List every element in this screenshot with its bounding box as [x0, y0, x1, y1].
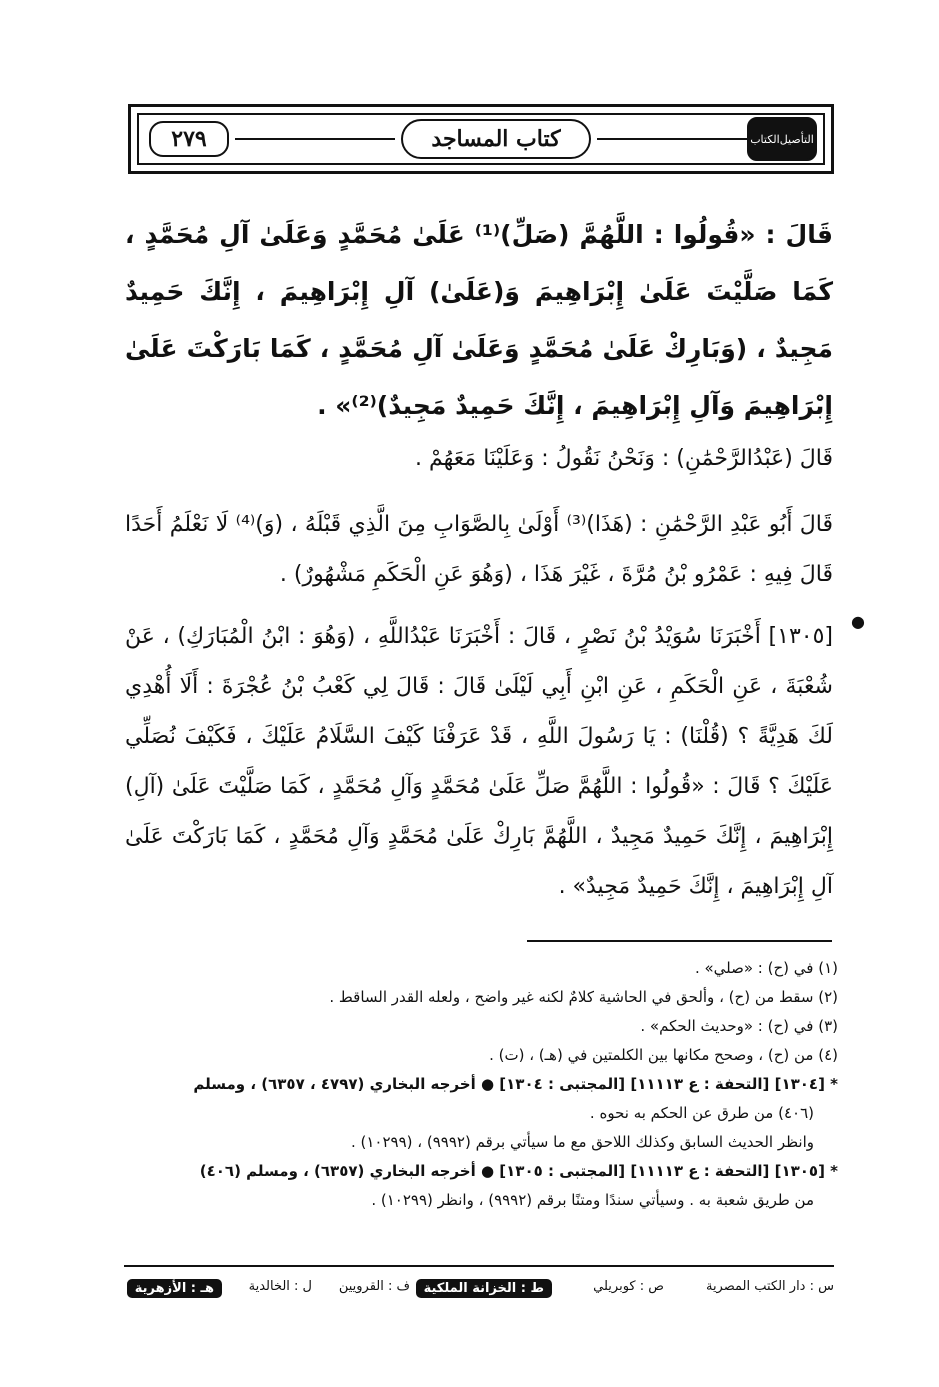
page-header: [128, 104, 834, 174]
header-rule-right: [597, 138, 747, 140]
footnote-3: (٣) في (ح) : «وحديث الحكم» .: [640, 1017, 838, 1035]
paragraph-hadith-text: قَالَ : «قُولُوا : اللَّهُمَّ (صَلِّ)⁽¹⁾ عَلَىٰ مُحَمَّدٍ وَعَلَىٰ آلِ مُحَمَّدٍ ، كَمَا صَلَّيْتَ عَلَىٰ إِبْرَاهِيمَ وَ(عَلَىٰ) آلِ إِبْرَاهِيمَ ، إِنَّكَ حَمِيدٌ مَجِيدٌ ، (وَبَارِكْ عَلَىٰ مُحَمَّدٍ وَعَلَىٰ آلِ مُحَمَّدٍ ، كَمَا بَارَكْتَ عَلَىٰ إِبْرَاهِيمَ وَآلِ إِبْرَاهِيمَ ، إِنَّكَ حَمِيدٌ مَجِيدٌ)⁽²⁾» .: [125, 220, 833, 420]
takhrij-1304-line-3: وانظر الحديث السابق وكذلك اللاحق مع ما سيأتي برقم (٩٩٩٢) ، (١٠٢٩٩) .: [350, 1133, 814, 1151]
emblem-line-2: التأصيل: [779, 132, 814, 146]
legend-fa: ف : القرويين: [338, 1279, 410, 1294]
hadith-1305: [125, 612, 865, 912]
footnotes: [110, 954, 838, 1215]
legend-ta: ط : الخزانة الملكية: [416, 1279, 552, 1298]
footnote-2: (٢) سقط من (ح) ، وألحق في الحاشية كلامٌ لكنه غير واضح ، ولعله القدر الساقط .: [329, 988, 838, 1006]
legend-sad: ص : كوبريلي: [593, 1279, 664, 1294]
legend-ha: هـ : الأزهرية: [127, 1279, 222, 1298]
paragraph-abdurrahman: قَالَ (عَبْدُالرَّحْمَٰنِ) : وَنَحْنُ نَقُولُ : وَعَلَيْنَا مَعَهُمْ .: [415, 446, 833, 471]
takhrij-1305-line-2: من طريق شعبة به . وسيأتي سندًا ومتنًا برقم (٩٩٩٢) ، وانظر (١٠٢٩٩) .: [371, 1191, 814, 1209]
main-text: [125, 206, 865, 912]
publisher-emblem: [747, 117, 817, 161]
manuscript-legend: [124, 1265, 834, 1311]
legend-s: س : دار الكتب المصرية: [705, 1279, 834, 1294]
footnote-1: (١) في (ح) : «صلي» .: [694, 959, 838, 977]
paragraph-abu-abdurrahman: قَالَ أَبُو عَبْدِ الرَّحْمَٰنِ : (هَذَا)⁽³⁾ أَوْلَىٰ بِالصَّوَابِ مِنَ الَّذِي قَبْلَهُ ، (وَ)⁽⁴⁾ لَا نَعْلَمُ أَحَدًا قَالَ فِيهِ : عَمْرُو بْنُ مُرَّةَ ، غَيْرَ هَذَا ، (وَهُوَ عَنِ الْحَكَمِ مَشْهُورٌ) .: [125, 512, 833, 587]
header-rule-left: [235, 138, 395, 140]
paragraph-hadith-1305: [١٣٠٥] أَخْبَرَنَا سُوَيْدُ بْنُ نَصْرٍ ، قَالَ : أَخْبَرَنَا عَبْدُاللَّهِ ، (وَهُوَ : ابْنُ الْمُبَارَكِ) ، عَنْ شُعْبَةَ ، عَنِ الْحَكَمِ ، عَنِ ابْنِ أَبِي لَيْلَىٰ قَالَ : قَالَ لِي كَعْبُ بْنُ عُجْرَةَ : أَلَا أُهْدِي لَكَ هَدِيَّةً ؟ (قُلْنَا) : يَا رَسُولَ اللَّهِ ، قَدْ عَرَفْنَا كَيْفَ السَّلَامُ عَلَيْكَ ، فَكَيْفَ نُصَلِّي عَلَيْكَ ؟ قَالَ : «قُولُوا : اللَّهُمَّ صَلِّ عَلَىٰ مُحَمَّدٍ وَآلِ مُحَمَّدٍ ، كَمَا صَلَّيْتَ عَلَىٰ (آلِ) إِبْرَاهِيمَ ، إِنَّكَ حَمِيدٌ مَجِيدٌ ، اللَّهُمَّ بَارِكْ عَلَىٰ مُحَمَّدٍ وَآلِ مُحَمَّدٍ ، كَمَا بَارَكْتَ عَلَىٰ آلِ إِبْرَاهِيمَ ، إِنَّكَ حَمِيدٌ مَجِيدٌ» .: [125, 624, 833, 899]
takhrij-1305-line-1: * [١٣٠٥] [التحفة : ع ١١١١٣] [المجتبى : ١٣٠٥] ● أخرجه البخاري (٦٣٥٧) ، ومسلم (٤٠٦): [199, 1162, 838, 1180]
bullet-icon: ●: [851, 612, 865, 631]
page-number: ٢٧٩: [149, 121, 229, 157]
chapter-title: كتاب المساجد: [401, 119, 591, 159]
footnote-4: (٤) من (ح) ، وصحح مكانها بين الكلمتين في (هـ) ، (ت) .: [489, 1046, 838, 1064]
footnote-separator: [527, 940, 832, 942]
takhrij-1304-line-1: * [١٣٠٤] [التحفة : ع ١١١١٣] [المجتبى : ١٣٠٤] ● أخرجه البخاري (٤٧٩٧ ، ٦٣٥٧) ، ومسلم: [193, 1075, 838, 1093]
takhrij-1304-line-2: (٤٠٦) من طرق عن الحكم به نحوه .: [589, 1104, 814, 1122]
legend-lam: ل : الخالدية: [248, 1279, 312, 1294]
emblem-line-1: الكتاب: [750, 132, 780, 146]
